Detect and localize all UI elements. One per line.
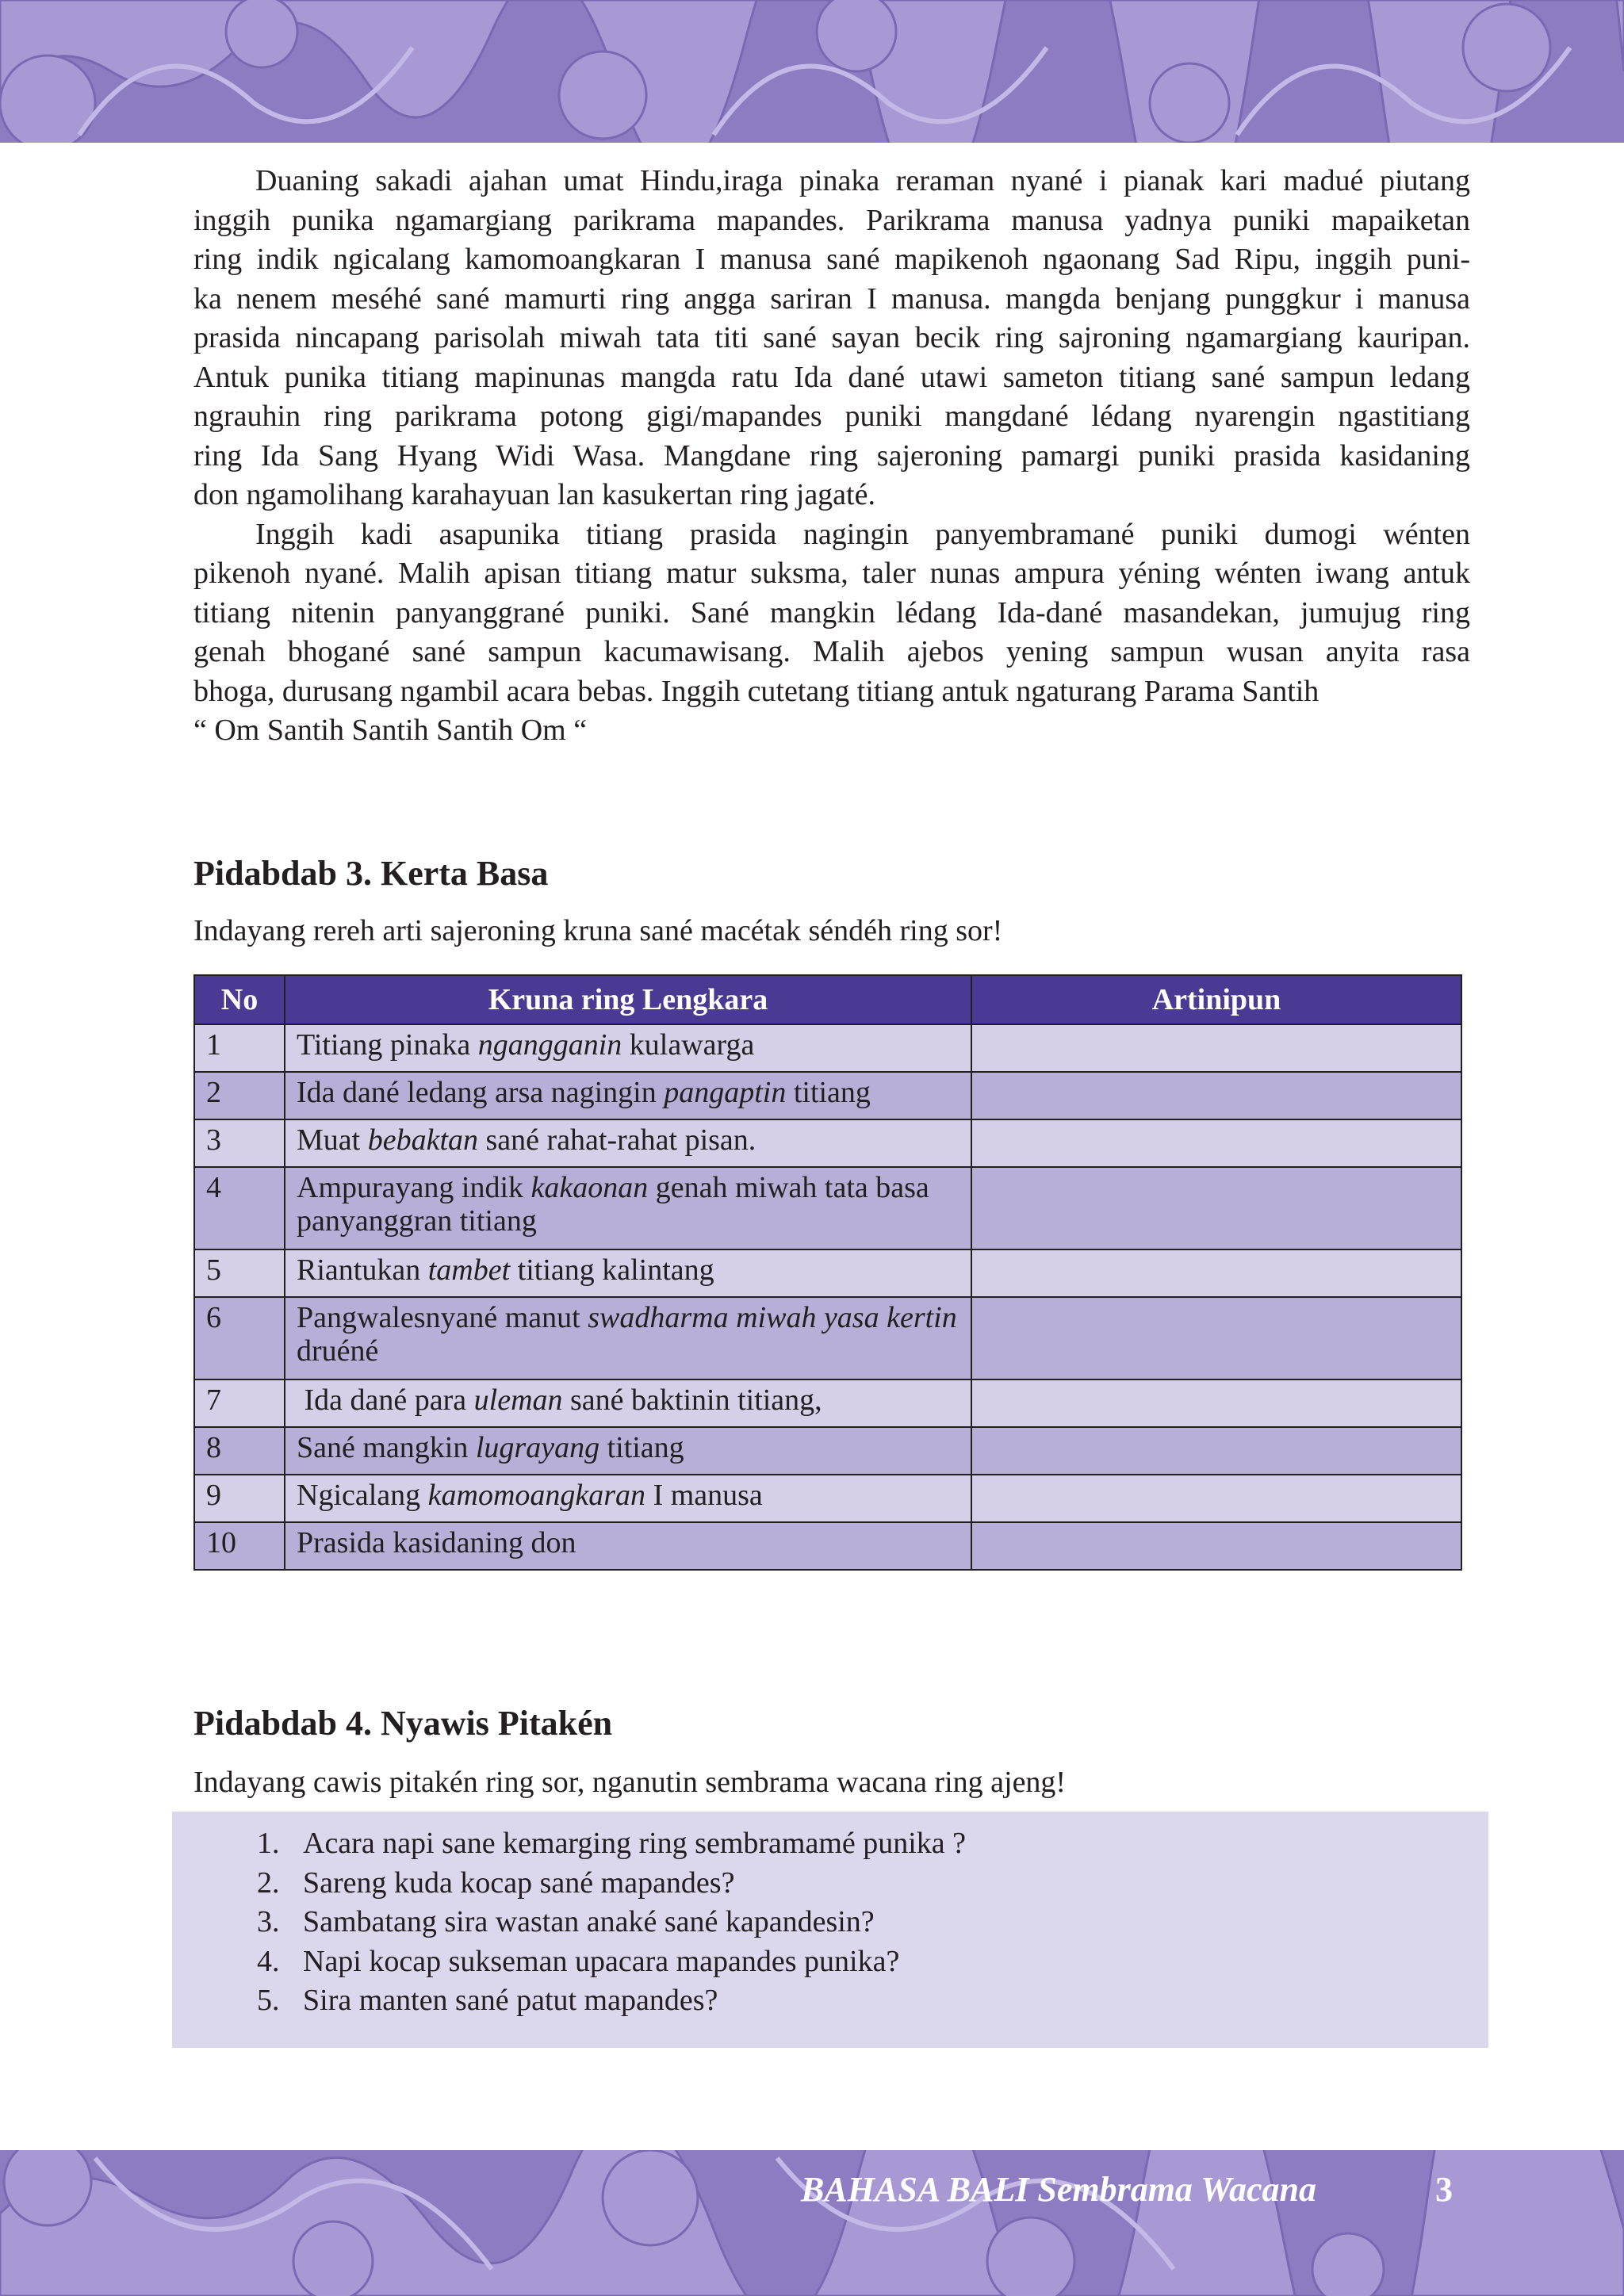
table-body bbox=[194, 1024, 1461, 1570]
header-artinipun: Artinipun bbox=[971, 975, 1461, 1024]
italic-word: lugrayang bbox=[475, 1431, 600, 1464]
table-row bbox=[194, 1380, 1461, 1427]
row-sentence bbox=[285, 1024, 971, 1072]
question-item: 3. Sambatang sira wastan anaké sané kapandesin? bbox=[287, 1903, 1488, 1942]
answer-cell[interactable] bbox=[971, 1119, 1461, 1167]
row-number: 2 bbox=[194, 1072, 285, 1119]
sentence-prefix: Prasida kasidaning don bbox=[297, 1526, 576, 1559]
sentence-prefix: Muat bbox=[297, 1123, 368, 1157]
floral-pattern-icon bbox=[0, 0, 1624, 143]
answer-cell[interactable] bbox=[971, 1380, 1461, 1427]
sentence-suffix: titiang bbox=[786, 1076, 871, 1109]
answer-cell[interactable] bbox=[971, 1427, 1461, 1475]
text-line: genah bhogané sané sampun kacumawisang. Malih ajebos yening sampun wusan anyita rasa bbox=[193, 635, 1470, 668]
table-row bbox=[194, 1427, 1461, 1475]
intro-paragraph-1 bbox=[193, 162, 1470, 515]
sentence-prefix: Ampurayang indik bbox=[297, 1171, 531, 1204]
row-sentence bbox=[285, 1380, 971, 1427]
row-sentence bbox=[285, 1475, 971, 1522]
row-number: 7 bbox=[194, 1380, 285, 1427]
row-sentence bbox=[285, 1522, 971, 1570]
table-row bbox=[194, 1119, 1461, 1167]
row-sentence bbox=[285, 1072, 971, 1119]
section-4-instruction: Indayang cawis pitakén ring sor, nganutin sembrama wacana ring ajeng! bbox=[193, 1766, 1067, 1799]
sentence-suffix: I manusa bbox=[645, 1479, 763, 1512]
text-line: ring indik ngicalang kamomoangkaran I manusa sané mapikenoh ngaonang Sad Ripu, inggih puni- bbox=[193, 243, 1470, 276]
question-item: 5. Sira manten sané patut mapandes? bbox=[287, 1981, 1488, 2021]
answer-cell[interactable] bbox=[971, 1024, 1461, 1072]
header-kruna: Kruna ring Lengkara bbox=[285, 975, 971, 1024]
row-sentence bbox=[285, 1167, 971, 1249]
row-number: 4 bbox=[194, 1167, 285, 1249]
text-line: Inggih kadi asapunika titiang prasida nagingin panyembramané puniki dumogi wénten bbox=[255, 517, 1470, 551]
footer-page-number: 3 bbox=[1435, 2170, 1453, 2209]
answer-cell[interactable] bbox=[971, 1167, 1461, 1249]
text-line: Duaning sakadi ajahan umat Hindu,iraga pinaka reraman nyané i pianak kari madué piutang bbox=[255, 164, 1470, 197]
sentence-prefix: Ngicalang bbox=[297, 1479, 428, 1512]
sentence-prefix: Riantukan bbox=[297, 1253, 428, 1287]
table-row bbox=[194, 1072, 1461, 1119]
footer-book-title: BAHASA BALI Sembrama Wacana bbox=[801, 2170, 1316, 2209]
sentence-prefix: Ida dané para bbox=[297, 1383, 474, 1417]
table-row bbox=[194, 1297, 1461, 1380]
text-line: Antuk punika titiang mapinunas mangda ratu Ida dané utawi sameton titiang sané sampun ledang bbox=[193, 360, 1470, 394]
intro-paragraph-2 bbox=[193, 515, 1470, 751]
text-line: pikenoh nyané. Malih apisan titiang matur suksma, taler nunas ampura yéning wénten iwang antuk bbox=[193, 557, 1470, 590]
table-row bbox=[194, 1475, 1461, 1522]
row-number: 3 bbox=[194, 1119, 285, 1167]
question-item: 1. Acara napi sane kemarging ring sembramamé punika ? bbox=[287, 1824, 1488, 1864]
header-no: No bbox=[194, 975, 285, 1024]
text-line: prasida nincapang parisolah miwah tata titi sané sayan becik ring sajroning ngamargiang kauripan. bbox=[193, 321, 1470, 354]
section-3-title: Pidabdab 3. Kerta Basa bbox=[193, 854, 549, 893]
sentence-suffix: kulawarga bbox=[622, 1028, 755, 1062]
question-item: 4. Napi kocap sukseman upacara mapandes punika? bbox=[287, 1942, 1488, 1982]
row-number: 9 bbox=[194, 1475, 285, 1522]
row-number: 5 bbox=[194, 1249, 285, 1297]
answer-cell[interactable] bbox=[971, 1249, 1461, 1297]
row-number: 10 bbox=[194, 1522, 285, 1570]
italic-word: pangaptin bbox=[664, 1076, 787, 1109]
intro-text bbox=[193, 162, 1470, 751]
section-3-instruction: Indayang rereh arti sajeroning kruna sané macétak séndéh ring sor! bbox=[193, 914, 1003, 947]
italic-word: tambet bbox=[427, 1253, 511, 1287]
sentence-prefix: Ida dané ledang arsa nagingin bbox=[297, 1076, 665, 1109]
text-line: ka nenem meséhé sané mamurti ring angga sariran I manusa. mangda benjang punggkur i manusa bbox=[193, 281, 1470, 316]
table-row bbox=[194, 1167, 1461, 1249]
vocabulary-table bbox=[193, 974, 1462, 1571]
table-row bbox=[194, 1249, 1461, 1297]
sentence-suffix: genah miwah tata basa panyanggran titiang bbox=[297, 1171, 937, 1238]
italic-word: uleman bbox=[473, 1383, 563, 1417]
sentence-prefix: Pangwalesnyané manut bbox=[297, 1301, 588, 1334]
sentence-prefix: Titiang pinaka bbox=[297, 1028, 478, 1062]
answer-cell[interactable] bbox=[971, 1522, 1461, 1570]
table-header-row bbox=[194, 975, 1461, 1024]
sentence-suffix: druéné bbox=[297, 1301, 965, 1368]
italic-word: kakaonan bbox=[530, 1171, 649, 1204]
questions-list bbox=[172, 1812, 1488, 2021]
text-line: inggih punika ngamargiang parikrama mapandes. Parikrama manusa yadnya puniki mapaiketan bbox=[193, 203, 1470, 237]
text-line: titiang nitenin panyanggrané puniki. Sané mangkin lédang Ida-dané masandekan, jumujug ring bbox=[193, 595, 1470, 629]
table-row bbox=[194, 1024, 1461, 1072]
text-line: ring Ida Sang Hyang Widi Wasa. Mangdane ring sajeroning pamargi puniki prasida kasidaning bbox=[193, 438, 1470, 473]
italic-word: bebaktan bbox=[367, 1123, 479, 1157]
italic-word: ngangganin bbox=[477, 1028, 622, 1062]
row-number: 6 bbox=[194, 1297, 285, 1380]
sentence-suffix: sané rahat-rahat pisan. bbox=[478, 1123, 756, 1157]
row-sentence bbox=[285, 1427, 971, 1475]
answer-cell[interactable] bbox=[971, 1297, 1461, 1380]
row-sentence bbox=[285, 1297, 971, 1380]
text-line: bhoga, durusang ngambil acara bebas. Inggih cutetang titiang antuk ngaturang Parama Santih bbox=[193, 674, 1320, 708]
table-row bbox=[194, 1522, 1461, 1570]
row-sentence bbox=[285, 1249, 971, 1297]
italic-word: kamomoangkaran bbox=[427, 1479, 646, 1512]
text-line: don ngamolihang karahayuan lan kasukertan ring jagaté. bbox=[193, 478, 875, 511]
answer-cell[interactable] bbox=[971, 1072, 1461, 1119]
questions-box bbox=[172, 1812, 1488, 2048]
sentence-suffix: sané baktinin titiang, bbox=[562, 1383, 822, 1417]
header-decorative-band bbox=[0, 0, 1624, 143]
row-number: 8 bbox=[194, 1427, 285, 1475]
answer-cell[interactable] bbox=[971, 1475, 1461, 1522]
row-sentence bbox=[285, 1119, 971, 1167]
sentence-prefix: Sané mangkin bbox=[297, 1431, 476, 1464]
text-line: ngrauhin ring parikrama potong gigi/mapandes puniki mangdané lédang nyarengin ngastitiang bbox=[193, 400, 1470, 433]
section-4-title: Pidabdab 4. Nyawis Pitakén bbox=[193, 1704, 613, 1743]
question-item: 2. Sareng kuda kocap sané mapandes? bbox=[287, 1864, 1488, 1904]
row-number: 1 bbox=[194, 1024, 285, 1072]
text-line: “ Om Santih Santih Santih Om “ bbox=[193, 714, 588, 747]
sentence-suffix: titiang kalintang bbox=[510, 1253, 714, 1287]
sentence-suffix: titiang bbox=[599, 1431, 684, 1464]
italic-word: swadharma miwah yasa kertin bbox=[588, 1301, 957, 1334]
